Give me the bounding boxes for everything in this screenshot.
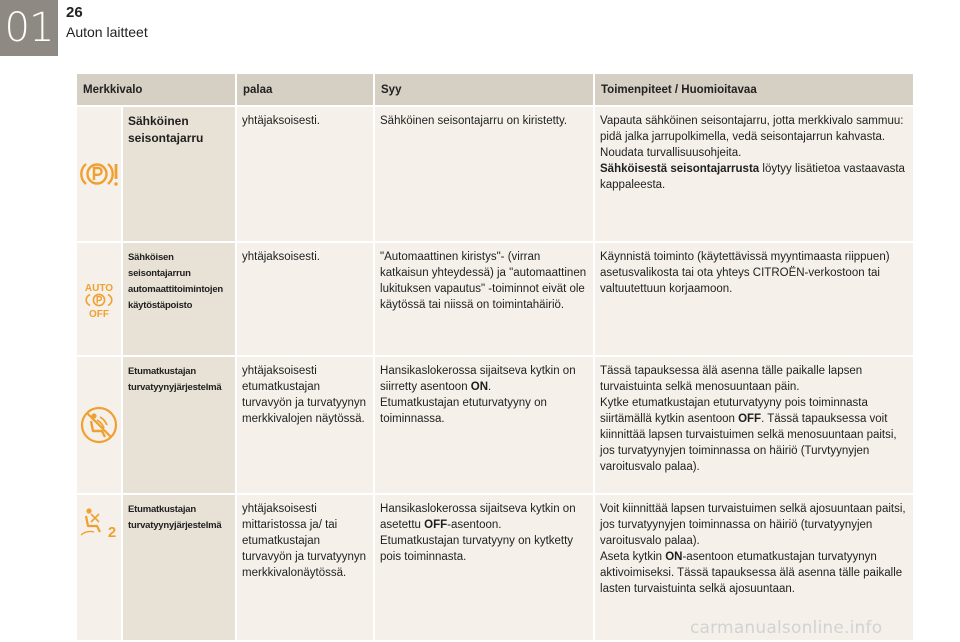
section-title: Auton laitteet: [66, 24, 148, 40]
lamp-state: yhtäjaksoisesti etumatkustajan turvavyön ja turvatyynyn merkkivalojen näytössä.: [237, 357, 373, 495]
svg-text:2: 2: [107, 524, 117, 539]
icon-cell: [77, 107, 121, 243]
lamp-name: Sähköisen seisontajarrun automaattitoimintojen käytöstäpoisto: [123, 243, 235, 357]
icon-cell: [77, 357, 121, 495]
watermark: carmanualsonline.info: [690, 618, 883, 638]
chapter-number: 01: [0, 0, 58, 56]
lamp-state: yhtäjaksoisesti.: [237, 107, 373, 243]
lamp-state: yhtäjaksoisesti.: [237, 243, 373, 357]
svg-text:AUTO: AUTO: [84, 283, 114, 294]
lamp-action: Tässä tapauksessa älä asenna tälle paikalle lapsen turvaistuinta selkä menosuuntaan päin. Kytke etumatkustajan etuturvatyyny pois toiminnasta siirtämällä kytkin asentoon OFF. Tässä tapauksessa voit kiinnittää lapsen turvaistuimen selkä menosuuntaan paitsi, jos turvatyynyjen toiminnassa on häiriö (Turvtyynyjen varoitusvalo palaa).: [595, 357, 913, 495]
passenger-airbag-off-icon: [78, 405, 120, 445]
table-row: [77, 243, 913, 357]
lamp-name: Etumatkustajan turvatyynyjärjestelmä: [123, 495, 235, 642]
column-header-cause: Syy: [375, 74, 593, 107]
lamp-action: Voit kiinnittää lapsen turvaistuimen selkä ajosuuntaan paitsi, jos turvatyynyjen toiminnassa on häiriö (turvatyynyjen varoitusvalo palaa). Aseta kytkin ON-asentoon etumatkustajan turvatyynyn aktivoimiseksi. Tässä tapauksessa älä asenna tälle paikalle lasten turvaistuinta selkä ajosuuntaan.: [595, 495, 913, 642]
table-header-row: [77, 74, 913, 107]
warning-lamp-table: [75, 74, 915, 642]
lamp-state: yhtäjaksoisesti mittaristossa ja/ tai etumatkustajan turvavyön ja turvatyynyn merkkivalonäytössä.: [237, 495, 373, 642]
page-number: 26: [66, 4, 83, 21]
lamp-action: Käynnistä toiminto (käytettävissä myyntimaasta riippuen) asetusvalikosta tai ota yhteys CITROËN-verkostoon tai valtuutettuun korjaamoon.: [595, 243, 913, 357]
column-header-action: Toimenpiteet / Huomioitavaa: [595, 74, 913, 107]
icon-cell: [77, 243, 121, 357]
table-row: [77, 107, 913, 243]
column-header-lamp: Merkkivalo: [77, 74, 235, 107]
lamp-cause: "Automaattinen kiristys"- (virran katkaisun yhteydessä) ja "automaattinen lukituksen vapautus" -toiminnot eivät ole käytössä tai niissä on toimintahäiriö.: [375, 243, 593, 357]
column-header-state: palaa: [237, 74, 373, 107]
lamp-name: Sähköinen seisontajarru: [123, 107, 235, 243]
lamp-cause: Hansikaslokerossa sijaitseva kytkin on asetettu OFF-asentoon. Etumatkustajan turvatyyny on kytketty pois toiminnasta.: [375, 495, 593, 642]
lamp-name: Etumatkustajan turvatyynyjärjestelmä: [123, 357, 235, 495]
icon-cell: [77, 495, 121, 642]
passenger-airbag-on-icon: [79, 505, 119, 539]
auto-off-icon: [77, 277, 121, 321]
lamp-cause: Hansikaslokerossa sijaitseva kytkin on siirretty asentoon ON. Etumatkustajan etuturvatyyny on toiminnassa.: [375, 357, 593, 495]
parking-brake-warning-icon: [77, 157, 121, 191]
svg-text:OFF: OFF: [89, 309, 109, 320]
lamp-action: Vapauta sähköinen seisontajarru, jotta merkkivalo sammuu: pidä jalka jarrupolkimella, vedä seisontajarrun kahvasta. Noudata turvallisuusohjeita. Sähköisestä seisontajarrusta löytyy lisätietoa vastaavasta kappaleesta.: [595, 107, 913, 243]
table-row: [77, 357, 913, 495]
lamp-cause: Sähköinen seisontajarru on kiristetty.: [375, 107, 593, 243]
